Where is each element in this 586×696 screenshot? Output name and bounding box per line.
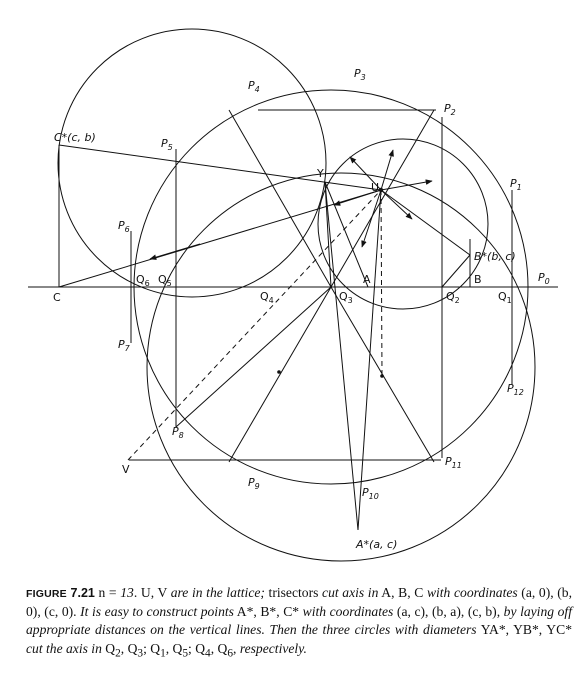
line-c-star-u: [59, 145, 381, 190]
label-c-star: C*(c, b): [54, 131, 96, 144]
caption-s19-sub: 4: [205, 647, 211, 660]
label-u: U: [371, 181, 380, 194]
caption-s7: (a, 0), (b, 0), (c, 0).: [26, 585, 572, 620]
label-p8: $P_8$: [172, 425, 184, 440]
caption-s17: ; Q: [143, 640, 161, 656]
caption-s16-sub: 3: [137, 647, 144, 660]
label-p10: $P_{10}$: [362, 486, 379, 501]
caption-s15-sub: 2: [115, 647, 121, 660]
caption-s10: with coordinates: [302, 604, 394, 620]
caption-figure-number: 7.21: [70, 586, 95, 600]
caption-s2: are in the lattice;: [170, 585, 265, 600]
label-a: A: [363, 273, 371, 286]
label-p1: $P_1$: [510, 177, 522, 192]
caption-s21: ,: [233, 640, 237, 656]
label-p12: $P_{12}$: [507, 382, 524, 397]
caption-n-val: 13: [120, 585, 134, 600]
caption-s13: YA*, YB*, YC*: [476, 622, 572, 638]
caption-s11: (a, c), (b, a), (c, b),: [393, 604, 504, 620]
caption-s1: . U, V: [133, 585, 171, 600]
label-p3: $P_3$: [354, 67, 366, 82]
caption-s14: cut the axis in: [26, 640, 102, 656]
label-b: B: [474, 273, 482, 286]
caption-s3: trisectors: [264, 585, 323, 600]
edge-p9-q4: [229, 287, 331, 462]
caption-s20: , Q: [210, 640, 228, 656]
label-p2: $P_2$: [444, 102, 456, 117]
label-p5: $P_5$: [161, 137, 173, 152]
line-u-a-star: [358, 190, 381, 530]
label-p7: $P_7$: [118, 338, 130, 353]
edge-p8-q3: [176, 287, 331, 427]
figure-caption: [26, 584, 572, 663]
line-y-a-star: [325, 182, 358, 530]
label-b-star: B*(b, c): [474, 250, 516, 263]
caption-s20-sub: 6: [227, 647, 234, 660]
label-p9: $P_9$: [248, 476, 260, 491]
caption-s5: A, B, C: [378, 585, 427, 600]
label-q5: $Q_5$: [158, 273, 172, 288]
caption-s6: with coordinates: [426, 585, 518, 600]
label-y: Y: [317, 167, 324, 180]
caption-s15: Q: [101, 640, 116, 656]
caption-s12: by laying off appropriate distances on the vertical lines. Then the three circles with diameters: [26, 604, 572, 638]
point-u: [379, 188, 383, 192]
label-p11: $P_{11}$: [445, 455, 462, 470]
edge-p2-p3side: [331, 110, 434, 287]
circle-ya-star: [147, 173, 535, 561]
circle-yc-star: [58, 29, 326, 297]
arrow-u-lowright: [381, 190, 412, 219]
line-b-star-q2: [442, 255, 470, 287]
dashed-u-down: [381, 190, 382, 375]
label-q1: $Q_1$: [498, 290, 512, 305]
caption-s9: A*, B*, C*: [233, 604, 303, 620]
label-p6: $P_6$: [118, 219, 130, 234]
caption-s16: , Q: [120, 640, 138, 656]
label-q4: $Q_4$: [260, 290, 274, 305]
caption-s4: cut axis in: [322, 585, 379, 600]
caption-s18-sub: 5: [182, 647, 189, 660]
label-v: V: [122, 463, 130, 476]
label-c: C: [53, 291, 61, 304]
label-a-star: A*(a, c): [356, 538, 398, 551]
label-q2: $Q_2$: [446, 290, 460, 305]
label-q6: $Q_6$: [136, 273, 150, 288]
caption-s18: , Q: [165, 640, 183, 656]
caption-s17-sub: 1: [160, 647, 166, 660]
caption-figure-tag: FIGURE: [26, 588, 67, 600]
label-q3: $Q_3$: [339, 290, 353, 305]
point-small-left: [277, 370, 281, 374]
caption-n-eq: n =: [98, 585, 121, 600]
label-p4: $P_4$: [248, 79, 260, 94]
point-small-right: [380, 374, 384, 378]
circle-yb-star: [318, 139, 488, 309]
arrow-u-right: [381, 181, 432, 190]
caption-s19: ; Q: [188, 640, 206, 656]
dashed-v-u: [128, 190, 381, 460]
arrow-u-line-end: [150, 244, 200, 259]
caption-s8: It is easy to construct points: [80, 604, 234, 620]
line-u-b-star: [381, 190, 470, 255]
caption-s22: respectively.: [239, 640, 307, 656]
label-p0: $P_0$: [538, 271, 550, 286]
